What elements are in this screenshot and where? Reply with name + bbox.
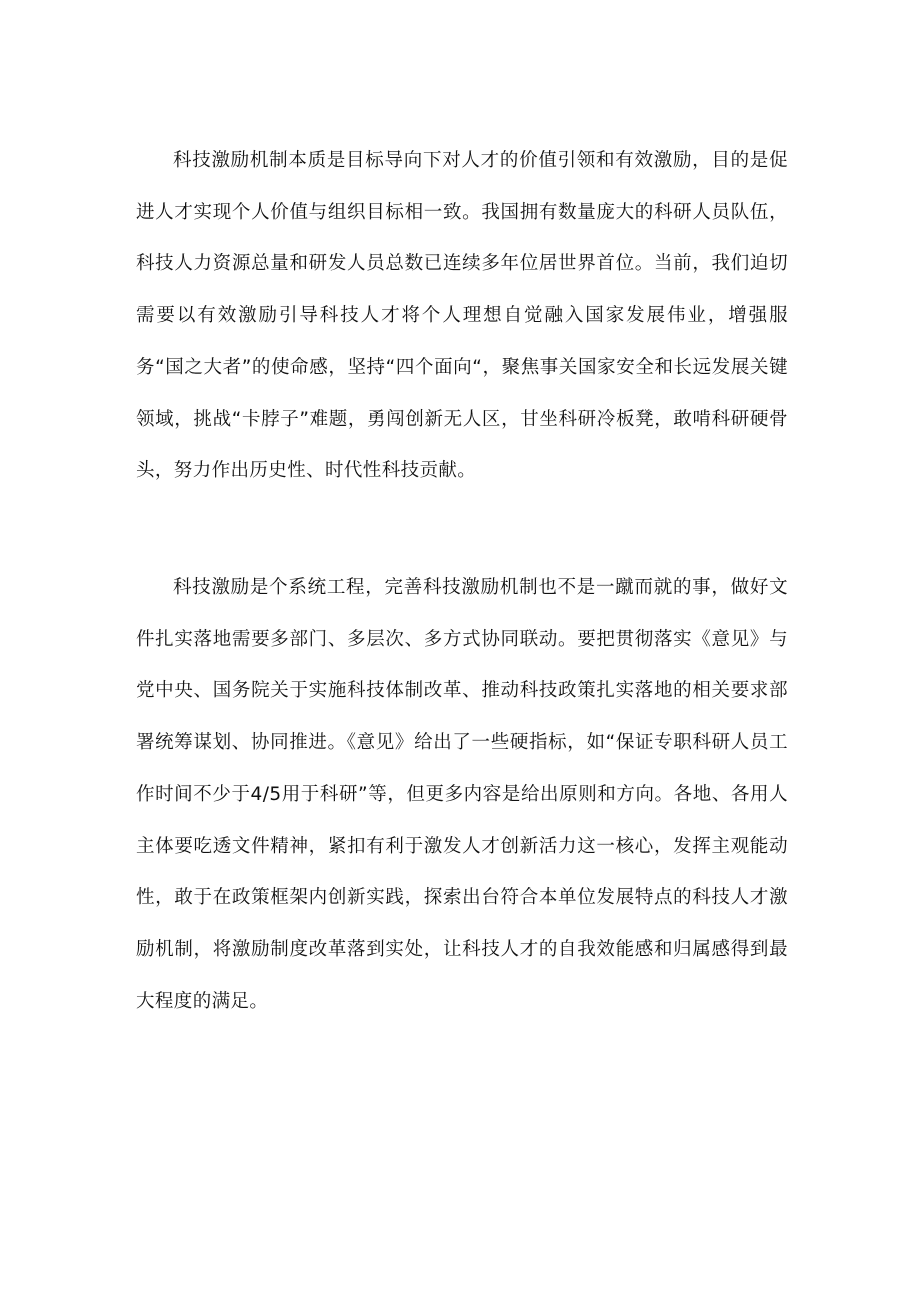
paragraph-2: 科技激励是个系统工程，完善科技激励机制也不是一蹴而就的事，做好文件扎实落地需要多部门、多层次、多方式协同联动。要把贯彻落实《意见》与党中央、国务院关于实施科技体制改革、推动科技政策扎实落地的相关要求部署统筹谋划、协同推进。《意见》给出了一些硬指标，如“保证专职科研人员工作时间不少于4/5用于科研”等，但更多内容是给出原则和方向。各地、各用人主体要吃透文件精神，紧扣有利于激发人才创新活力这一核心，发挥主观能动性，敢于在政策框架内创新实践，探索出台符合本单位发展特点的科技人才激励机制，将激励制度改革落到实处，让科技人才的自我效能感和归属感得到最大程度的满足。 [136,577,788,1012]
paragraph-1: 科技激励机制本质是目标导向下对人才的价值引领和有效激励，目的是促进人才实现个人价值与组织目标相一致。我国拥有数量庞大的科研人员队伍，科技人力资源总量和研发人员总数已连续多年位居世界首位。当前，我们迫切需要以有效激励引导科技人才将个人理想自觉融入国家发展伟业，增强服务“国之大者”的使命感，坚持“四个面向“，聚焦事关国家安全和长远发展关键领域，挑战“卡脖子”难题，勇闯创新无人区，甘坐科研冷板凳，敢啃科研硬骨头，努力作出历史性、时代性科技贡献。 [136,150,788,482]
